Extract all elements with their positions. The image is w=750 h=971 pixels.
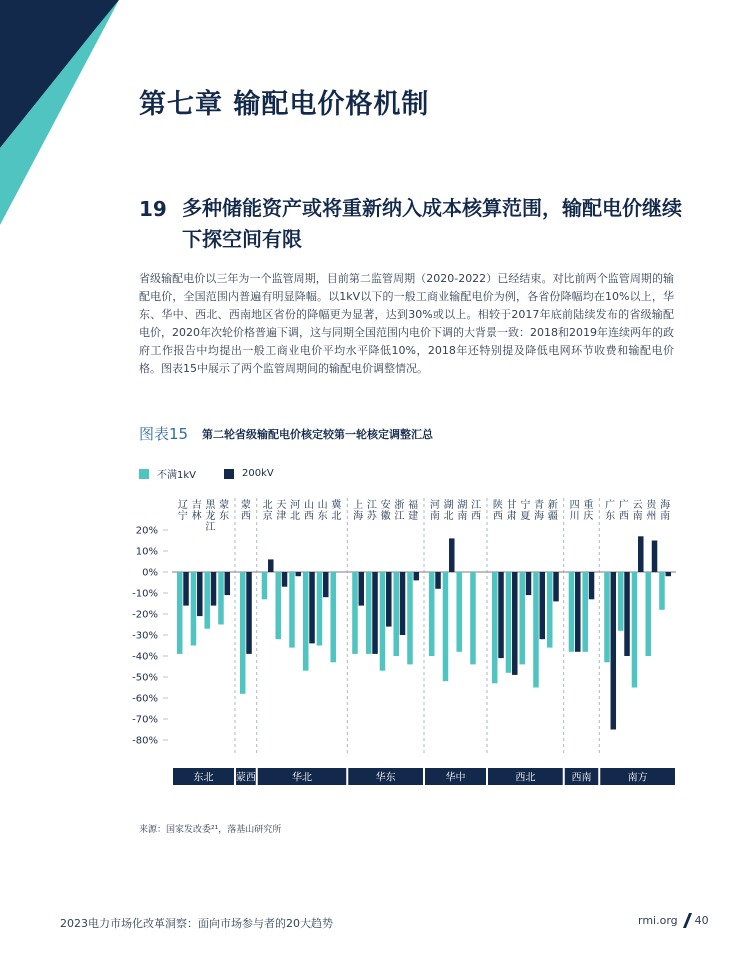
- province-label: 西: [618, 511, 629, 522]
- province-label: 广: [605, 500, 616, 511]
- bar-low-voltage: [470, 572, 476, 664]
- province-label: 宁: [177, 511, 188, 522]
- province-label: 云: [632, 500, 643, 511]
- region-label: 西南: [571, 772, 592, 784]
- bar-200kv: [386, 572, 392, 627]
- province-label: 西: [471, 511, 482, 522]
- province-label: 重: [583, 500, 594, 511]
- bar-low-voltage: [393, 572, 399, 656]
- province-label: 南: [457, 511, 468, 522]
- province-label: 甘: [506, 500, 517, 511]
- bar-low-voltage: [456, 572, 462, 652]
- y-tick-label: 0%: [142, 567, 158, 579]
- y-tick-label: 10%: [135, 546, 158, 558]
- province-label: 山: [317, 500, 328, 511]
- y-tick-label: -20%: [132, 609, 158, 621]
- bar-200kv: [540, 572, 546, 639]
- province-label: 上: [353, 500, 364, 511]
- province-label: 西: [240, 511, 251, 522]
- province-label: 江: [205, 522, 216, 533]
- bar-low-voltage: [645, 572, 651, 656]
- footer-report-title: 2023电力市场化改革洞察：面向市场参与者的20大趋势: [60, 917, 333, 930]
- bar-200kv: [372, 572, 378, 654]
- province-label: 南: [660, 511, 671, 522]
- province-label: 江: [394, 511, 405, 522]
- province-label: 天: [276, 500, 287, 511]
- bar-low-voltage: [569, 572, 575, 652]
- bar-low-voltage: [204, 572, 210, 629]
- province-label: 南: [429, 511, 440, 522]
- province-label: 吉: [191, 500, 202, 511]
- bar-200kv: [624, 572, 630, 656]
- province-label: 夏: [520, 511, 531, 522]
- province-label: 山: [303, 500, 314, 511]
- province-label: 蒙: [240, 500, 251, 511]
- section-title: 多种储能资产或将重新纳入成本核算范围，输配电价继续下探空间有限: [182, 196, 682, 251]
- province-label: 北: [331, 511, 342, 522]
- province-label: 新: [547, 500, 558, 511]
- province-label: 河: [429, 500, 440, 511]
- province-label: 南: [632, 511, 643, 522]
- province-label: 贵: [646, 500, 657, 511]
- province-label: 辽: [177, 500, 188, 511]
- bar-200kv: [512, 572, 518, 675]
- province-label: 龙: [205, 511, 216, 522]
- bar-200kv: [225, 572, 231, 595]
- bar-200kv: [282, 572, 288, 587]
- province-label: 冀: [331, 500, 342, 511]
- legend-swatch-low: [139, 469, 149, 479]
- bar-low-voltage: [519, 572, 525, 664]
- legend-swatch-high: [224, 469, 234, 479]
- province-label: 东: [219, 511, 230, 522]
- bar-200kv: [359, 572, 365, 606]
- bar-200kv: [400, 572, 406, 635]
- y-tick-label: -30%: [132, 630, 158, 642]
- province-label: 疆: [547, 511, 558, 522]
- bar-200kv: [268, 559, 274, 572]
- bar-low-voltage: [330, 572, 336, 662]
- footer-page-info: [638, 913, 709, 928]
- bar-200kv: [666, 572, 672, 576]
- province-label: 宁: [520, 500, 531, 511]
- y-tick-label: -50%: [132, 672, 158, 684]
- bar-low-voltage: [407, 572, 413, 664]
- y-tick-label: -10%: [132, 588, 158, 600]
- bar-low-voltage: [429, 572, 435, 656]
- region-label: 华中: [445, 772, 466, 784]
- province-label: 湖: [443, 500, 454, 511]
- figure-label: 图表15: [139, 425, 189, 443]
- region-label: 华东: [375, 772, 396, 784]
- province-label: 林: [191, 511, 202, 522]
- province-label: 肃: [506, 511, 517, 522]
- y-tick-label: -40%: [132, 651, 158, 663]
- province-label: 西: [303, 511, 314, 522]
- province-label: 川: [569, 511, 580, 522]
- bar-low-voltage: [618, 572, 624, 631]
- bar-200kv: [449, 538, 455, 572]
- bar-200kv: [526, 572, 532, 595]
- bar-low-voltage: [191, 572, 197, 646]
- province-label: 建: [408, 511, 419, 522]
- province-label: 北: [443, 511, 454, 522]
- corner-decoration: [0, 0, 130, 260]
- province-label: 福: [408, 500, 419, 511]
- page-number: 40: [694, 914, 709, 927]
- chart-legend: [139, 466, 302, 481]
- bar-200kv: [197, 572, 203, 616]
- province-label: 江: [366, 500, 377, 511]
- section-number: 19: [139, 197, 167, 221]
- bar-low-voltage: [303, 572, 309, 671]
- province-label: 湖: [457, 500, 468, 511]
- region-label: 华北: [292, 772, 312, 784]
- region-label: 蒙西: [235, 772, 256, 784]
- y-tick-label: -80%: [132, 735, 158, 747]
- bar-low-voltage: [659, 572, 665, 610]
- province-label: 徽: [380, 511, 391, 522]
- province-label: 东: [317, 511, 328, 522]
- bar-low-voltage: [632, 572, 638, 688]
- province-label: 广: [618, 500, 629, 511]
- bar-low-voltage: [547, 572, 553, 648]
- bar-200kv: [652, 541, 658, 573]
- province-label: 庆: [583, 511, 594, 522]
- region-label: 南方: [627, 772, 648, 784]
- bar-200kv: [309, 572, 315, 643]
- province-label: 津: [276, 511, 287, 522]
- bar-low-voltage: [582, 572, 588, 652]
- source-note: 来源：国家发改委²¹，落基山研究所: [139, 825, 282, 835]
- bar-200kv: [498, 572, 504, 658]
- province-label: 海: [353, 511, 364, 522]
- bar-200kv: [414, 572, 420, 580]
- bar-200kv: [246, 572, 252, 654]
- province-label: 安: [380, 500, 391, 511]
- bar-200kv: [638, 536, 644, 572]
- legend-item-low: [139, 466, 196, 481]
- bar-low-voltage: [275, 572, 281, 639]
- legend-item-high: [224, 468, 274, 479]
- province-label: 北: [290, 511, 301, 522]
- province-label: 苏: [366, 511, 377, 522]
- province-label: 黑: [205, 500, 216, 511]
- province-label: 青: [534, 500, 545, 511]
- province-label: 西: [492, 511, 503, 522]
- province-label: 海: [534, 511, 545, 522]
- province-label: 州: [646, 511, 657, 522]
- bar-low-voltage: [177, 572, 183, 654]
- bar-low-voltage: [506, 572, 512, 673]
- province-label: 海: [660, 500, 671, 511]
- bar-low-voltage: [289, 572, 295, 648]
- bar-200kv: [323, 572, 329, 597]
- province-label: 四: [569, 500, 580, 511]
- province-label: 浙: [394, 500, 405, 511]
- legend-label-high: 200kV: [242, 468, 274, 479]
- bar-low-voltage: [443, 572, 449, 681]
- province-label: 河: [290, 500, 301, 511]
- y-tick-label: 20%: [135, 525, 158, 537]
- province-label: 北: [262, 500, 273, 511]
- region-label: 西北: [515, 772, 536, 784]
- bar-200kv: [589, 572, 595, 599]
- province-label: 江: [471, 500, 482, 511]
- bar-200kv: [183, 572, 189, 606]
- bar-low-voltage: [533, 572, 539, 688]
- bar-low-voltage: [262, 572, 268, 599]
- bar-low-voltage: [218, 572, 224, 625]
- bar-200kv: [296, 572, 302, 576]
- bar-low-voltage: [492, 572, 498, 683]
- y-tick-label: -70%: [132, 714, 158, 726]
- bar-low-voltage: [240, 572, 246, 694]
- region-label: 东北: [193, 772, 214, 784]
- bar-low-voltage: [366, 572, 372, 654]
- province-label: 陕: [492, 500, 503, 511]
- chapter-title: 第七章 输配电价格机制: [139, 89, 430, 120]
- bar-200kv: [611, 572, 617, 730]
- bar-200kv: [553, 572, 559, 601]
- province-label: 京: [262, 511, 273, 522]
- footer-slash-divider: [683, 913, 692, 928]
- bar-low-voltage: [380, 572, 386, 671]
- bar-low-voltage: [352, 572, 358, 654]
- y-tick-label: -60%: [132, 693, 158, 705]
- province-label: 蒙: [219, 500, 230, 511]
- body-paragraph: 省级输配电价以三年为一个监管周期，目前第二监管周期（2020-2022）已经结束。对比前两个监管周期的输配电价，全国范围内普遍有明显降幅。以1kV以下的一般工商业输配电价为例，各省份降幅均在10%以上，华东、华中、西北、西南地区省份的降幅更为显著，达到30%或以上。相较于2017年底前陆续发布的省级输配电价，2020年次轮价格普遍下调，这与同期全国范围内电价下调的大背景一致：2018和2019年连续两年的政府工作报告中均提出一般工商业电价平均水平降低10%，2018年还特别提及降低电网环节收费和输配电价格。图表15中展示了两个监管周期间的输配电价调整情况。: [139, 272, 674, 375]
- figure-title: 第二轮省级输配电价核定较第一轮核定调整汇总: [202, 428, 433, 441]
- bar-chart: [0, 490, 750, 800]
- bar-200kv: [435, 572, 441, 589]
- bar-low-voltage: [317, 572, 323, 646]
- bar-low-voltage: [604, 572, 610, 662]
- legend-label-low: 不满1kV: [157, 470, 196, 481]
- province-label: 东: [605, 511, 616, 522]
- bar-200kv: [575, 572, 581, 652]
- bar-200kv: [211, 572, 217, 606]
- footer-site-link[interactable]: rmi.org: [638, 914, 678, 927]
